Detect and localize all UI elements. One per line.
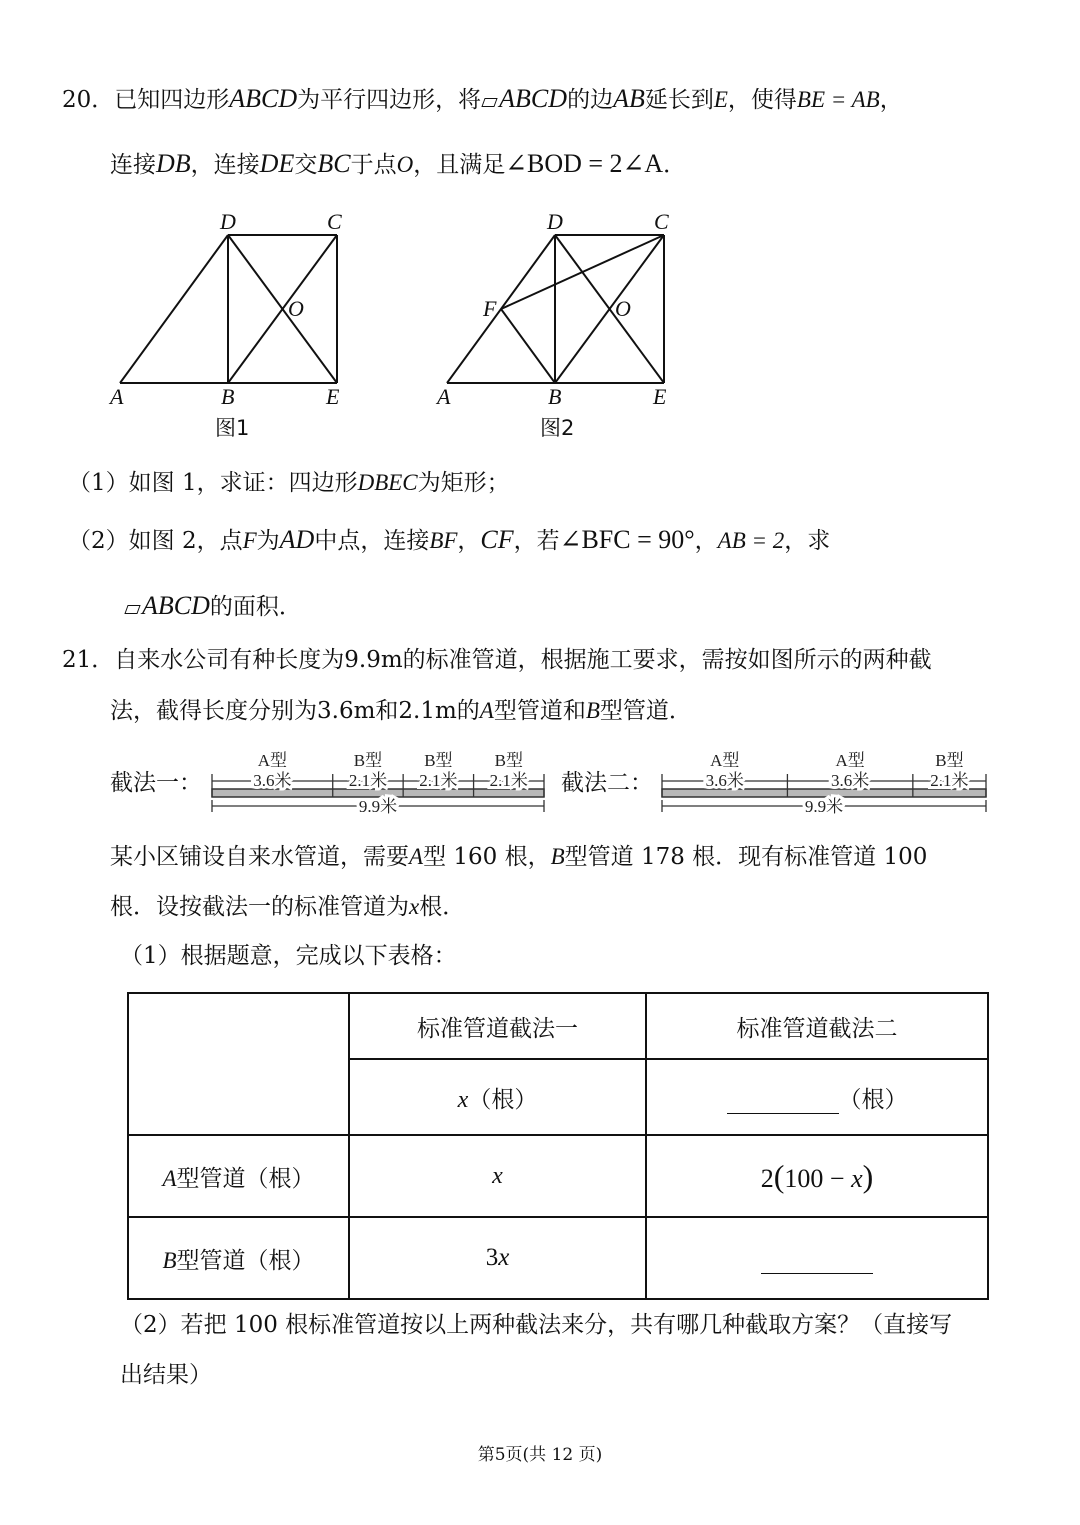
segment-type-label: B型 [494, 751, 523, 770]
total-length-label: 9.9米 [358, 797, 398, 816]
pipe-bar [212, 789, 544, 797]
q20-part2-cont: ABCD的面积． [124, 590, 302, 622]
parallelogram-icon [124, 605, 140, 614]
q21-part1: （1）根据题意，完成以下表格： [120, 943, 457, 969]
rowA-c2: 2(100 − x) [646, 1135, 988, 1217]
q21-number: 21． [62, 647, 115, 673]
method2-diagram [662, 751, 986, 816]
q20-number: 20． [62, 87, 115, 113]
pipe-bar [662, 789, 986, 797]
q20-line2: 连接DB，连接DE交BC于点O，且满足∠BOD = 2∠A． [110, 149, 687, 178]
segment-type-label: A型 [710, 751, 740, 770]
rowA-c1: x [349, 1135, 646, 1217]
rowB-c1: 3x [349, 1217, 646, 1299]
segment-length-label: 3.6米 [831, 771, 870, 790]
figure-2 [447, 235, 664, 383]
fig1-label-B: B [221, 384, 235, 409]
q20-figures [0, 0, 1080, 450]
fig1-label-O: O [288, 296, 304, 321]
answer-blank[interactable] [727, 1091, 839, 1114]
fig2-label-E: E [653, 384, 667, 409]
method2-label: 截法二： [561, 770, 653, 796]
q21-line3: 某小区铺设自来水管道，需要A型 160 根，B型管道 178 根．现有标准管道 100 [110, 844, 928, 870]
segment-length-label: 3.6米 [253, 771, 292, 790]
fig1-label-E: E [326, 384, 340, 409]
fig2-label-C: C [654, 209, 669, 234]
q21-line1: 21．自来水公司有种长度为9.9m的标准管道，根据施工要求，需按如图所示的两种截 [62, 647, 932, 673]
answer-table [127, 992, 989, 1300]
count1-cell: x（根） [349, 1059, 646, 1135]
q21-line4: 根．设按截法一的标准管道为x根． [110, 894, 466, 920]
segment-length-label: 2.1米 [348, 771, 388, 790]
page-footer: 第5页(共 12 页) [477, 1445, 603, 1465]
table-row [128, 1217, 988, 1299]
fig2-label-O: O [615, 296, 631, 321]
fig1-label-A: A [110, 384, 124, 409]
rowA-label: A型管道（根） [128, 1135, 349, 1217]
fig2-caption: 图2 [540, 416, 575, 440]
total-length-label: 9.9米 [804, 797, 844, 816]
segment-type-label: B型 [353, 751, 383, 770]
segment-length-label: 2.1米 [930, 771, 969, 790]
col2-header: 标准管道截法二 [646, 993, 988, 1059]
fig2-label-F: F [483, 296, 497, 321]
q20-part2: （2）如图 2，点F为AD中点，连接BF，CF，若∠BFC = 90°，AB = 2，求 [68, 525, 831, 554]
segment-length-label: 2.1米 [419, 771, 458, 790]
rowB-c2 [646, 1217, 988, 1299]
table-row [128, 1135, 988, 1217]
answer-blank[interactable] [761, 1243, 873, 1274]
method1-label: 截法一： [110, 770, 202, 796]
table-row [128, 993, 988, 1059]
fig2-label-B: B [548, 384, 562, 409]
segment-length-label: 2.1米 [489, 771, 528, 790]
fig1-label-D: D [220, 209, 236, 234]
figure-1 [120, 235, 337, 383]
q21-part2-cont: 出结果） [120, 1362, 212, 1388]
method1-diagram [212, 751, 544, 816]
fig1-label-C: C [327, 209, 342, 234]
q21-line2: 法，截得长度分别为3.6m和2.1m的A型管道和B型管道． [110, 698, 692, 724]
fig1-caption: 图1 [215, 416, 250, 440]
segment-type-label: B型 [935, 751, 964, 770]
q20-part1: （1）如图 1，求证：四边形DBEC为矩形； [68, 470, 510, 496]
col1-header: 标准管道截法一 [349, 993, 646, 1059]
count2-cell: （根） [646, 1059, 988, 1135]
table-corner-cell [128, 993, 349, 1135]
cut-diagrams [0, 740, 1080, 825]
fig2-label-A: A [437, 384, 451, 409]
segment-type-label: B型 [424, 751, 453, 770]
segment-length-label: 3.6米 [705, 771, 744, 790]
fig2-label-D: D [547, 209, 563, 234]
rowB-label: B型管道（根） [128, 1217, 349, 1299]
segment-type-label: A型 [835, 751, 865, 770]
q20-line1: 20．已知四边形ABCD为平行四边形，将 ABCD的边AB延长到E，使得BE = AB， [62, 84, 903, 113]
q21-part2: （2）若把 100 根标准管道按以上两种截法来分，共有哪几种截取方案？（直接写 [120, 1312, 953, 1338]
segment-type-label: A型 [257, 751, 288, 770]
